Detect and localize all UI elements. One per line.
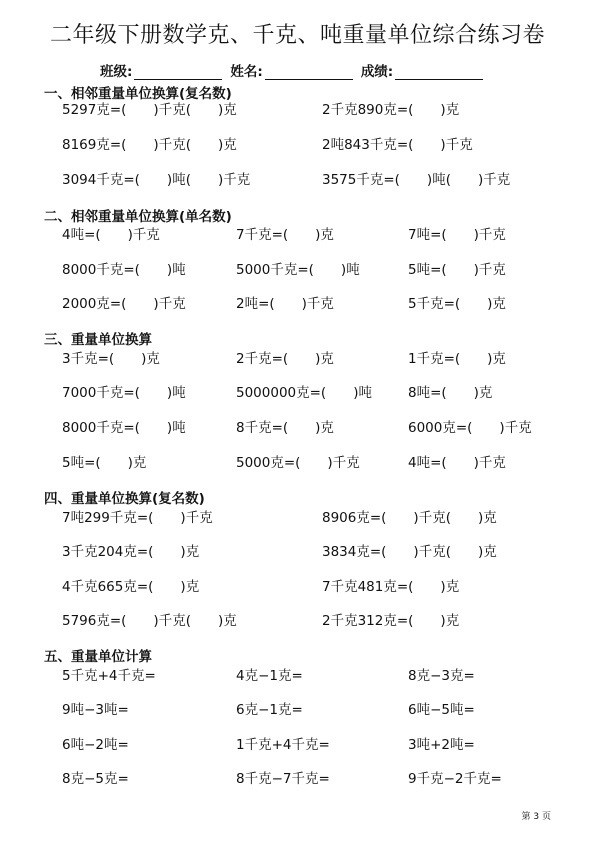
- problem: 5千克+4千克=: [62, 668, 156, 684]
- problem: 6克−1克=: [236, 702, 303, 718]
- problem-row: [0, 540, 595, 562]
- problem: 7吨299千克=( )千克: [62, 510, 213, 526]
- name-blank: [265, 65, 353, 80]
- problem: 5吨=( )千克: [408, 262, 506, 278]
- section-heading-3: 三、重量单位换算: [44, 332, 152, 348]
- section-heading-4: 四、重量单位换算(复名数): [44, 491, 205, 507]
- problem: 2吨843千克=( )千克: [322, 137, 473, 153]
- problem-row: [0, 223, 595, 245]
- problem-row: [0, 767, 595, 789]
- problem-row: [0, 733, 595, 755]
- problem-row: [0, 381, 595, 403]
- problem: 8吨=( )克: [408, 385, 493, 401]
- student-info-row: [100, 60, 491, 80]
- problem: 4克−1克=: [236, 668, 303, 684]
- problem: 5796克=( )千克( )克: [62, 613, 237, 629]
- problem-row: [0, 575, 595, 597]
- class-label: 班级:: [100, 64, 133, 80]
- problem: 3094千克=( )吨( )千克: [62, 172, 251, 188]
- problem: 7吨=( )千克: [408, 227, 506, 243]
- problem: 7000千克=( )吨: [62, 385, 186, 401]
- problem: 2吨=( )千克: [236, 296, 334, 312]
- problem: 9吨−3吨=: [62, 702, 129, 718]
- problem: 8906克=( )千克( )克: [322, 510, 497, 526]
- problem: 6000克=( )千克: [408, 420, 532, 436]
- problem: 8克−5克=: [62, 771, 129, 787]
- problem: 5297克=( )千克( )克: [62, 102, 237, 118]
- problem: 2000克=( )千克: [62, 296, 186, 312]
- problem: 1千克+4千克=: [236, 737, 330, 753]
- problem: 6吨−2吨=: [62, 737, 129, 753]
- problem: 8000千克=( )吨: [62, 420, 186, 436]
- problem: 5千克=( )克: [408, 296, 506, 312]
- problem: 7千克481克=( )克: [322, 579, 460, 595]
- problem: 5000千克=( )吨: [236, 262, 360, 278]
- section-heading-2: 二、相邻重量单位换算(单名数): [44, 209, 232, 225]
- problem-row: [0, 292, 595, 314]
- problem: 1千克=( )克: [408, 351, 506, 367]
- problem: 4吨=( )千克: [408, 455, 506, 471]
- problem-row: [0, 451, 595, 473]
- problem-row: [0, 168, 595, 190]
- problem-row: [0, 664, 595, 686]
- problem: 5吨=( )克: [62, 455, 147, 471]
- problem: 9千克−2千克=: [408, 771, 502, 787]
- problem: 3575千克=( )吨( )千克: [322, 172, 511, 188]
- problem-row: [0, 609, 595, 631]
- problem-row: [0, 416, 595, 438]
- score-label: 成绩:: [360, 64, 394, 80]
- problem: 2千克890克=( )克: [322, 102, 460, 118]
- problem: 5000000克=( )吨: [236, 385, 372, 401]
- problem-row: [0, 698, 595, 720]
- problem: 3834克=( )千克( )克: [322, 544, 497, 560]
- problem: 7千克=( )克: [236, 227, 334, 243]
- problem: 3千克=( )克: [62, 351, 160, 367]
- problem: 5000克=( )千克: [236, 455, 360, 471]
- problem: 4千克665克=( )克: [62, 579, 200, 595]
- problem-row: [0, 506, 595, 528]
- problem: 8169克=( )千克( )克: [62, 137, 237, 153]
- problem: 2千克=( )克: [236, 351, 334, 367]
- problem: 3千克204克=( )克: [62, 544, 200, 560]
- problem: 6吨−5吨=: [408, 702, 475, 718]
- name-label: 姓名:: [230, 64, 263, 80]
- problem-row: [0, 98, 595, 120]
- problem: 3吨+2吨=: [408, 737, 475, 753]
- problem: 4吨=( )千克: [62, 227, 160, 243]
- problem-row: [0, 258, 595, 280]
- problem: 8千克−7千克=: [236, 771, 330, 787]
- score-blank: [395, 65, 483, 80]
- section-heading-1: 一、相邻重量单位换算(复名数): [44, 86, 232, 102]
- problem: 8000千克=( )吨: [62, 262, 186, 278]
- problem: 8克−3克=: [408, 668, 475, 684]
- problem: 2千克312克=( )克: [322, 613, 460, 629]
- page-title: 二年级下册数学克、千克、吨重量单位综合练习卷: [49, 23, 545, 48]
- problem-row: [0, 133, 595, 155]
- section-heading-5: 五、重量单位计算: [44, 649, 152, 665]
- page-number: 第 3 页: [521, 812, 551, 822]
- problem-row: [0, 347, 595, 369]
- problem: 8千克=( )克: [236, 420, 334, 436]
- class-blank: [134, 65, 222, 80]
